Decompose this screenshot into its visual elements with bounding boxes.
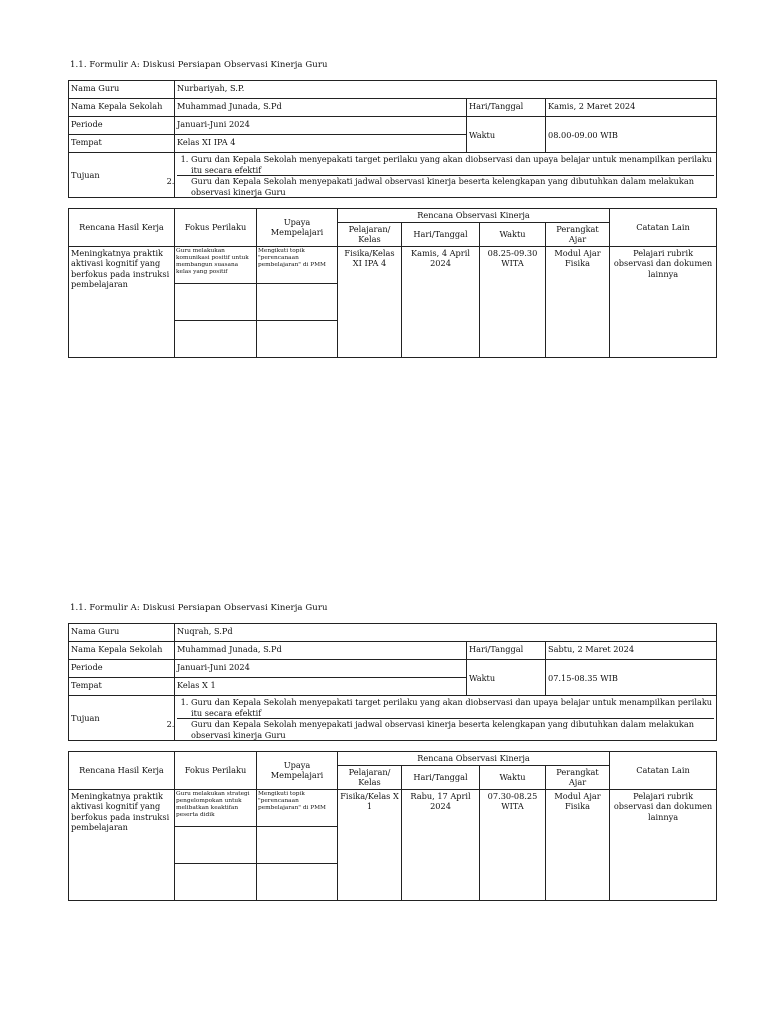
upaya-cell [257, 789, 338, 900]
fokus-text: Guru melakukan strategi pengelompokan untuk melibatkan keaktifan peserta didik [175, 790, 256, 827]
header-waktu: Waktu [480, 222, 546, 246]
kepala-value: Muhammad Junada, S.Pd [175, 642, 467, 660]
nama-guru-label: Nama Guru [69, 81, 175, 99]
header-fokus: Fokus Perilaku [175, 209, 257, 247]
hari-value: Sabtu, 2 Maret 2024 [546, 642, 717, 660]
table-row [69, 246, 717, 357]
waktu-value: 08.00-09.00 WIB [546, 117, 717, 153]
rencana-hasil-cell: Meningkatnya praktik aktivasi kognitif yang berfokus pada instruksi pembelajaran [69, 246, 175, 357]
waktu-label: Waktu [467, 660, 546, 696]
header-perangkat: Perangkat Ajar [546, 222, 610, 246]
tujuan-item [177, 175, 714, 197]
upaya-empty-row [257, 827, 337, 864]
waktu-value: 07.15-08.35 WIB [546, 660, 717, 696]
hari-value: Kamis, 2 Maret 2024 [546, 99, 717, 117]
header-rencana-hasil: Rencana Hasil Kerja [69, 752, 175, 790]
upaya-empty-row [257, 284, 337, 321]
fokus-text: Guru melakukan komunikasi positif untuk membangun suasana kelas yang positif [175, 247, 256, 284]
tujuan-item-text: Guru dan Kepala Sekolah menyepakati jadwal observasi kinerja beserta kelengkapan yang dibutuhkan dalam melakukan observasi kinerja Guru [191, 176, 695, 197]
tujuan-cell [175, 696, 717, 741]
nama-guru-value: Nurbariyah, S.P. [175, 81, 717, 99]
header-rencana-obs: Rencana Observasi Kinerja [338, 752, 610, 766]
observation-plan-table [68, 208, 717, 358]
header-catatan: Catatan Lain [610, 209, 717, 247]
tujuan-label: Tujuan [69, 696, 175, 741]
fokus-empty-row [175, 864, 256, 866]
hari-label: Hari/Tanggal [467, 642, 546, 660]
header-perangkat: Perangkat Ajar [546, 765, 610, 789]
upaya-empty-row [257, 321, 337, 323]
form-heading: 1.1. Formulir A: Diskusi Persiapan Observasi Kinerja Guru [70, 603, 328, 613]
form-heading: 1.1. Formulir A: Diskusi Persiapan Observasi Kinerja Guru [70, 60, 328, 70]
periode-label: Periode [69, 660, 175, 678]
upaya-text: Mengikuti topik "perencanaan pembelajaran" di PMM [257, 247, 337, 284]
catatan-cell: Pelajari rubrik observasi dan dokumen lainnya [610, 789, 717, 900]
header-catatan: Catatan Lain [610, 752, 717, 790]
tempat-value: Kelas X 1 [175, 678, 467, 696]
header-rencana-obs: Rencana Observasi Kinerja [338, 209, 610, 223]
hari-cell: Kamis, 4 April 2024 [402, 246, 480, 357]
periode-value: Januari-Juni 2024 [175, 660, 467, 678]
perangkat-cell: Modul Ajar Fisika [546, 789, 610, 900]
waktu-cell: 08.25-09.30 WITA [480, 246, 546, 357]
fokus-empty-row [175, 827, 256, 864]
observation-plan-table [68, 751, 717, 901]
tujuan-list [177, 154, 714, 197]
fokus-cell [175, 246, 257, 357]
tujuan-label: Tujuan [69, 153, 175, 198]
header-rencana-hasil: Rencana Hasil Kerja [69, 209, 175, 247]
upaya-cell [257, 246, 338, 357]
fokus-empty-row [175, 321, 256, 323]
header-hari: Hari/Tanggal [402, 222, 480, 246]
nama-guru-label: Nama Guru [69, 624, 175, 642]
header-pelajaran: Pelajaran/ Kelas [338, 222, 402, 246]
observation-form-2 [68, 603, 716, 901]
waktu-cell: 07.30-08.25 WITA [480, 789, 546, 900]
kepala-label: Nama Kepala Sekolah [69, 642, 175, 660]
info-table [68, 80, 717, 198]
hari-label: Hari/Tanggal [467, 99, 546, 117]
hari-cell: Rabu, 17 April 2024 [402, 789, 480, 900]
header-upaya: Upaya Mempelajari [257, 752, 338, 790]
observation-form-1 [68, 60, 716, 358]
info-table [68, 623, 717, 741]
tujuan-item: 1. Guru dan Kepala Sekolah menyepakati target perilaku yang akan diobservasi dan upaya belajar untuk menampilkan perilaku itu secara efektif [191, 154, 714, 175]
header-upaya: Upaya Mempelajari [257, 209, 338, 247]
tujuan-item-text: Guru dan Kepala Sekolah menyepakati jadwal observasi kinerja beserta kelengkapan yang dibutuhkan dalam melakukan observasi kinerja Guru [191, 719, 695, 740]
kepala-value: Muhammad Junada, S.Pd [175, 99, 467, 117]
tempat-value: Kelas XI IPA 4 [175, 135, 467, 153]
pelajaran-cell: Fisika/Kelas XI IPA 4 [338, 246, 402, 357]
upaya-text: Mengikuti topik "perencanaan pembelajaran" di PMM [257, 790, 337, 827]
perangkat-cell: Modul Ajar Fisika [546, 246, 610, 357]
kepala-label: Nama Kepala Sekolah [69, 99, 175, 117]
header-waktu: Waktu [480, 765, 546, 789]
header-pelajaran: Pelajaran/ Kelas [338, 765, 402, 789]
tempat-label: Tempat [69, 135, 175, 153]
tujuan-item: 1. Guru dan Kepala Sekolah menyepakati target perilaku yang akan diobservasi dan upaya belajar untuk menampilkan perilaku itu secara efektif [191, 697, 714, 718]
fokus-empty-row [175, 284, 256, 321]
tujuan-list [177, 697, 714, 740]
tujuan-item [177, 718, 714, 740]
tujuan-cell [175, 153, 717, 198]
nama-guru-value: Nuqrah, S.Pd [175, 624, 717, 642]
fokus-cell [175, 789, 257, 900]
header-hari: Hari/Tanggal [402, 765, 480, 789]
waktu-label: Waktu [467, 117, 546, 153]
tempat-label: Tempat [69, 678, 175, 696]
header-fokus: Fokus Perilaku [175, 752, 257, 790]
rencana-hasil-cell: Meningkatnya praktik aktivasi kognitif yang berfokus pada instruksi pembelajaran [69, 789, 175, 900]
periode-label: Periode [69, 117, 175, 135]
catatan-cell: Pelajari rubrik observasi dan dokumen lainnya [610, 246, 717, 357]
periode-value: Januari-Juni 2024 [175, 117, 467, 135]
pelajaran-cell: Fisika/Kelas X 1 [338, 789, 402, 900]
upaya-empty-row [257, 864, 337, 866]
table-row [69, 789, 717, 900]
